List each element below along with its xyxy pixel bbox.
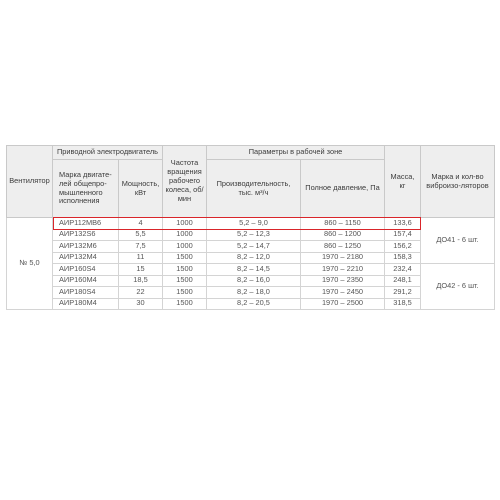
frequency-cell: 1000 [163,229,207,241]
isolator-cell: ДО41 - 6 шт. [421,218,495,264]
frequency-cell: 1500 [163,264,207,276]
frequency-cell: 1500 [163,252,207,264]
pressure-cell: 860 – 1150 [301,218,385,230]
pressure-cell: 1970 – 2450 [301,287,385,299]
power-cell: 30 [119,298,163,310]
power-cell: 11 [119,252,163,264]
frequency-cell: 1000 [163,218,207,230]
header-power: Мощность, кВт [119,160,163,218]
isolator-cell: ДО42 - 6 шт. [421,264,495,310]
motor-brand-cell: АИР112МВ6 [53,218,119,230]
frequency-cell: 1500 [163,298,207,310]
frequency-cell: 1500 [163,287,207,299]
capacity-cell: 5,2 – 12,3 [207,229,301,241]
header-frequency: Частота вращения рабочего колеса, об/мин [163,146,207,218]
header-motor-brand: Марка двигате-лей общепро-мышленного исполнения [53,160,119,218]
motor-brand-cell: АИР160S4 [53,264,119,276]
header-work-zone: Параметры в рабочей зоне [207,146,385,160]
table-row [7,264,495,276]
mass-cell: 291,2 [385,287,421,299]
pressure-cell: 860 – 1200 [301,229,385,241]
pressure-cell: 860 – 1250 [301,241,385,253]
fan-spec-table [6,145,495,310]
capacity-cell: 8,2 – 12,0 [207,252,301,264]
header-isolators: Марка и кол-во виброизо-ляторов [421,146,495,218]
pressure-cell: 1970 – 2500 [301,298,385,310]
capacity-cell: 8,2 – 20,5 [207,298,301,310]
capacity-cell: 8,2 – 18,0 [207,287,301,299]
mass-cell: 156,2 [385,241,421,253]
motor-brand-cell: АИР132S6 [53,229,119,241]
table-row [7,218,495,230]
header-capacity: Производительность, тыс. м³/ч [207,160,301,218]
frequency-cell: 1000 [163,241,207,253]
header-motor-group: Приводной электродвигатель [53,146,163,160]
motor-brand-cell: АИР180S4 [53,287,119,299]
mass-cell: 248,1 [385,275,421,287]
pressure-cell: 1970 – 2180 [301,252,385,264]
power-cell: 22 [119,287,163,299]
header-mass: Масса, кг [385,146,421,218]
motor-brand-cell: АИР132М4 [53,252,119,264]
pressure-cell: 1970 – 2210 [301,264,385,276]
power-cell: 7,5 [119,241,163,253]
spec-table-container [6,145,494,310]
frequency-cell: 1500 [163,275,207,287]
mass-cell: 133,6 [385,218,421,230]
capacity-cell: 8,2 – 16,0 [207,275,301,287]
motor-brand-cell: АИР180М4 [53,298,119,310]
mass-cell: 318,5 [385,298,421,310]
capacity-cell: 5,2 – 9,0 [207,218,301,230]
capacity-cell: 5,2 – 14,7 [207,241,301,253]
power-cell: 5,5 [119,229,163,241]
motor-brand-cell: АИР160М4 [53,275,119,287]
mass-cell: 158,3 [385,252,421,264]
motor-brand-cell: АИР132М6 [53,241,119,253]
header-fan: Вентилятор [7,146,53,218]
mass-cell: 232,4 [385,264,421,276]
fan-number-cell: № 5,0 [7,218,53,310]
header-pressure: Полное давление, Па [301,160,385,218]
power-cell: 4 [119,218,163,230]
capacity-cell: 8,2 – 14,5 [207,264,301,276]
power-cell: 18,5 [119,275,163,287]
mass-cell: 157,4 [385,229,421,241]
pressure-cell: 1970 – 2350 [301,275,385,287]
power-cell: 15 [119,264,163,276]
